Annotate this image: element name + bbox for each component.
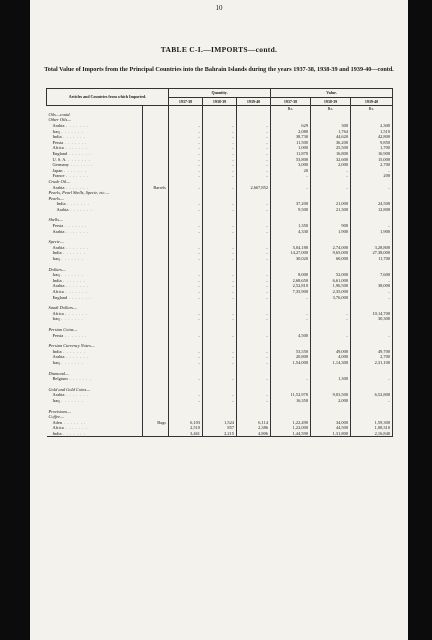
value-cell: 4,000 <box>311 354 351 360</box>
quantity-cell: .. <box>169 349 203 355</box>
quantity-cell: .. <box>237 311 271 317</box>
row-label: Coffee— <box>47 414 143 420</box>
quantity-cell: .. <box>203 360 237 366</box>
quantity-cell: .. <box>169 173 203 179</box>
value-cell: 1,54,000 <box>271 360 311 366</box>
value-cell: 1,31,800 <box>311 431 351 437</box>
row-label: India . . . <box>47 278 143 284</box>
row-label: Pearls— <box>47 196 143 202</box>
quantity-cell: .. <box>237 295 271 301</box>
quantity-cell: .. <box>203 316 237 322</box>
quantity-cell: .. <box>203 398 237 404</box>
header-year: 1939-40 <box>237 97 271 106</box>
quantity-cell: .. <box>203 295 237 301</box>
value-cell: 37,200 <box>271 201 311 207</box>
quantity-cell: .. <box>169 162 203 168</box>
value-cell: 53,550 <box>271 349 311 355</box>
quantity-cell: .. <box>203 145 237 151</box>
value-cell: 30,300 <box>351 316 393 322</box>
value-cell: 200 <box>351 173 393 179</box>
row-label: Arabia . . . <box>47 245 143 251</box>
row-label: England . . . <box>47 151 143 157</box>
value-cell: 1,700 <box>351 145 393 151</box>
value-cell: 4,330 <box>271 229 311 235</box>
quantity-cell: .. <box>169 134 203 140</box>
quantity-cell: .. <box>169 360 203 366</box>
quantity-cell: .. <box>237 145 271 151</box>
value-cell: .. <box>351 185 393 191</box>
quantity-cell: .. <box>203 392 237 398</box>
value-cell: 49,000 <box>311 349 351 355</box>
quantity-cell: .. <box>203 173 237 179</box>
quantity-cell: .. <box>237 245 271 251</box>
row-label: Specie— <box>47 239 143 245</box>
value-cell: 6,61,000 <box>311 278 351 284</box>
value-cell: 21,000 <box>311 201 351 207</box>
value-cell: 24,500 <box>351 201 393 207</box>
quantity-cell: .. <box>169 289 203 295</box>
value-cell: .. <box>351 278 393 284</box>
quantity-cell: .. <box>237 392 271 398</box>
value-cell: 15,000 <box>351 157 393 163</box>
row-label: Arabia . . . <box>47 123 143 129</box>
value-cell: 1,000 <box>271 145 311 151</box>
value-cell: 3,000 <box>271 162 311 168</box>
quantity-cell: .. <box>203 245 237 251</box>
value-cell: .. <box>351 223 393 229</box>
row-label: Gold and Gold Coins— <box>47 387 143 393</box>
value-cell: 9,65,000 <box>311 250 351 256</box>
quantity-cell: .. <box>203 168 237 174</box>
quantity-cell: .. <box>203 229 237 235</box>
row-label: Crude Oil— <box>47 179 143 185</box>
quantity-cell: .. <box>203 349 237 355</box>
quantity-cell: .. <box>169 140 203 146</box>
table-row <box>47 431 393 437</box>
value-cell: 44,500 <box>311 425 351 431</box>
value-cell: 10,14,700 <box>351 311 393 317</box>
row-label: Aden . . . <box>47 420 143 426</box>
value-cell: .. <box>351 333 393 339</box>
unit-cell: Barrels <box>143 185 169 191</box>
value-cell: 16,900 <box>351 151 393 157</box>
quantity-cell: .. <box>169 151 203 157</box>
quantity-cell: .. <box>169 376 203 382</box>
quantity-cell: .. <box>169 129 203 135</box>
quantity-cell: .. <box>203 201 237 207</box>
value-cell: .. <box>351 289 393 295</box>
value-cell: 2,080 <box>271 129 311 135</box>
quantity-cell: .. <box>237 376 271 382</box>
value-cell: .. <box>271 311 311 317</box>
value-cell: 60,000 <box>311 256 351 262</box>
quantity-cell: .. <box>203 289 237 295</box>
quantity-cell: .. <box>169 145 203 151</box>
value-cell: .. <box>311 168 351 174</box>
value-cell: 44,620 <box>311 134 351 140</box>
quantity-cell: .. <box>203 134 237 140</box>
row-label: India . . . <box>47 201 143 207</box>
quantity-cell: .. <box>237 201 271 207</box>
quantity-cell: .. <box>203 250 237 256</box>
row-label: Diamond— <box>47 371 143 377</box>
value-cell: 25,500 <box>311 145 351 151</box>
value-cell: 42,800 <box>351 134 393 140</box>
value-cell: 4,500 <box>271 333 311 339</box>
value-cell: .. <box>311 185 351 191</box>
value-cell: 1,44,590 <box>271 431 311 437</box>
row-label: Arabia . . . <box>47 392 143 398</box>
value-cell: 16,350 <box>271 398 311 404</box>
quantity-cell: 1,524 <box>203 420 237 426</box>
quantity-cell: .. <box>237 173 271 179</box>
value-cell: .. <box>311 333 351 339</box>
quantity-cell: .. <box>237 360 271 366</box>
quantity-cell: .. <box>169 398 203 404</box>
row-label: France . . . <box>47 173 143 179</box>
quantity-cell: .. <box>203 151 237 157</box>
value-cell: 6,52,800 <box>351 392 393 398</box>
quantity-cell: .. <box>203 129 237 135</box>
row-label: India . . . <box>47 349 143 355</box>
quantity-cell: .. <box>237 354 271 360</box>
value-cell: 1,900 <box>351 229 393 235</box>
quantity-cell: .. <box>169 311 203 317</box>
quantity-cell: .. <box>237 278 271 284</box>
imports-table <box>46 88 393 437</box>
row-label: Germany . . . <box>47 162 143 168</box>
quantity-cell: 2,667,852 <box>237 185 271 191</box>
quantity-cell: .. <box>237 151 271 157</box>
row-label: Iraq . . . <box>47 256 143 262</box>
value-cell: 14,27,000 <box>271 250 311 256</box>
row-label: Provisions— <box>47 409 143 415</box>
header-articles: Articles and Countries from which Imported. <box>47 89 169 106</box>
quantity-cell: .. <box>237 162 271 168</box>
quantity-cell: 6,114 <box>237 420 271 426</box>
value-cell: 30,020 <box>271 256 311 262</box>
value-cell: 9,03,500 <box>311 392 351 398</box>
quantity-cell: .. <box>237 207 271 213</box>
unit-label: Rs. <box>271 106 311 112</box>
value-cell: 21,300 <box>311 207 351 213</box>
value-cell: 9,500 <box>271 207 311 213</box>
quantity-cell: .. <box>203 157 237 163</box>
quantity-cell: .. <box>237 123 271 129</box>
quantity-cell: .. <box>237 316 271 322</box>
quantity-cell: .. <box>203 207 237 213</box>
row-label: Iraq . . . <box>47 360 143 366</box>
quantity-cell: .. <box>169 283 203 289</box>
value-cell: 27,38,000 <box>351 250 393 256</box>
value-cell: 1,59,300 <box>351 420 393 426</box>
quantity-cell: .. <box>169 392 203 398</box>
quantity-cell: .. <box>237 398 271 404</box>
header-year: 1938-39 <box>311 97 351 106</box>
value-cell: 2,74,000 <box>311 245 351 251</box>
value-cell: 2,52,810 <box>271 283 311 289</box>
quantity-cell: .. <box>169 223 203 229</box>
value-cell: .. <box>271 295 311 301</box>
row-label: India . . . <box>47 134 143 140</box>
unit-label: Rs. <box>311 106 351 112</box>
value-cell: .. <box>271 316 311 322</box>
quantity-cell: .. <box>237 129 271 135</box>
quantity-cell: .. <box>169 295 203 301</box>
value-cell: 5,04,180 <box>271 245 311 251</box>
row-label: England . . . <box>47 295 143 301</box>
row-label: India . . . <box>47 431 143 437</box>
value-cell: 1,350 <box>271 223 311 229</box>
value-cell: 2,35,000 <box>311 289 351 295</box>
quantity-cell: 857 <box>203 425 237 431</box>
quantity-cell: .. <box>203 123 237 129</box>
row-label: Arabia . . . <box>47 207 143 213</box>
value-cell: 11,52,970 <box>271 392 311 398</box>
row-label: Iraq . . . <box>47 272 143 278</box>
value-cell: 1,08,310 <box>351 425 393 431</box>
value-cell: 38,730 <box>271 134 311 140</box>
quantity-cell: .. <box>169 168 203 174</box>
value-cell: 2,700 <box>351 354 393 360</box>
value-cell: 629 <box>271 123 311 129</box>
row-label: Iraq . . . <box>47 129 143 135</box>
value-cell: 2,31,100 <box>351 360 393 366</box>
quantity-cell: .. <box>237 283 271 289</box>
header-value: Value. <box>271 89 393 98</box>
quantity-cell: 4,806 <box>237 431 271 437</box>
quantity-cell: .. <box>169 250 203 256</box>
row-label: Belgium . . . <box>47 376 143 382</box>
value-cell: 2,000 <box>311 398 351 404</box>
value-cell: 36,200 <box>311 140 351 146</box>
quantity-cell: 6,103 <box>169 420 203 426</box>
value-cell: 7,600 <box>351 272 393 278</box>
value-cell: 2,300 <box>351 123 393 129</box>
quantity-cell: .. <box>203 185 237 191</box>
row-label: Persia . . . <box>47 223 143 229</box>
quantity-cell: .. <box>169 123 203 129</box>
quantity-cell: .. <box>169 316 203 322</box>
row-label: Persia . . . <box>47 333 143 339</box>
quantity-cell: .. <box>237 168 271 174</box>
unit-cell <box>143 431 169 437</box>
row-label: Iraq . . . <box>47 316 143 322</box>
quantity-cell: .. <box>237 289 271 295</box>
quantity-cell: .. <box>169 354 203 360</box>
value-cell: .. <box>311 316 351 322</box>
value-cell: 1,22,490 <box>271 420 311 426</box>
header-year: 1937-38 <box>169 97 203 106</box>
quantity-cell: .. <box>237 250 271 256</box>
header-quantity: Quantity. <box>169 89 271 98</box>
table-subtitle: Total Value of Imports from the Principal Countries into the Bahrain Islands during the years 1937-38, 1938-39 and 1939-40—contd. <box>44 66 394 73</box>
value-cell: 1,510 <box>351 129 393 135</box>
row-label: Pearls, Pearl Shells, Specie, etc.— <box>47 190 143 196</box>
quantity-cell: .. <box>237 333 271 339</box>
value-cell: 52,000 <box>311 272 351 278</box>
quantity-cell: .. <box>203 283 237 289</box>
header-year: 1938-39 <box>203 97 237 106</box>
row-label: Shells— <box>47 217 143 223</box>
row-label: Other Oils— <box>47 117 143 123</box>
row-label: Saudi Dollars— <box>47 305 143 311</box>
value-cell: 11,500 <box>271 140 311 146</box>
row-label: Arabia . . . <box>47 354 143 360</box>
value-cell: 1,14,300 <box>311 360 351 366</box>
header-year: 1939-40 <box>351 97 393 106</box>
unit-cell: Bags <box>143 420 169 426</box>
value-cell: 1,22,000 <box>271 425 311 431</box>
row-label: Africa . . . <box>47 145 143 151</box>
row-label: Persian Currency Notes— <box>47 343 143 349</box>
value-cell: .. <box>271 173 311 179</box>
quantity-cell: .. <box>237 256 271 262</box>
quantity-cell: .. <box>203 223 237 229</box>
quantity-cell: .. <box>237 140 271 146</box>
quantity-cell: .. <box>203 162 237 168</box>
value-cell: 20 <box>271 168 311 174</box>
table-body <box>47 106 393 437</box>
value-cell: .. <box>311 173 351 179</box>
row-label: India . . . <box>47 250 143 256</box>
value-cell: 20,800 <box>271 354 311 360</box>
quantity-cell: .. <box>237 229 271 235</box>
value-cell: 9,850 <box>351 140 393 146</box>
quantity-cell: .. <box>169 185 203 191</box>
quantity-cell: .. <box>169 229 203 235</box>
value-cell: 32,600 <box>311 157 351 163</box>
value-cell: 900 <box>311 223 351 229</box>
value-cell: 2,16,840 <box>351 431 393 437</box>
value-cell: 34,000 <box>311 420 351 426</box>
value-cell: .. <box>351 168 393 174</box>
value-cell: 49,700 <box>351 349 393 355</box>
row-label: Persia . . . <box>47 140 143 146</box>
quantity-cell: .. <box>169 157 203 163</box>
row-label: Arabia . . . <box>47 283 143 289</box>
quantity-cell: .. <box>203 333 237 339</box>
value-cell: .. <box>351 295 393 301</box>
quantity-cell: 2,510 <box>169 425 203 431</box>
value-cell: 38,000 <box>351 283 393 289</box>
header-year: 1937-38 <box>271 97 311 106</box>
value-cell: .. <box>271 376 311 382</box>
row-label: Dollars— <box>47 267 143 273</box>
value-cell: 11,700 <box>351 256 393 262</box>
page-number: 10 <box>215 4 223 12</box>
value-cell: 1,900 <box>311 229 351 235</box>
value-cell: .. <box>271 185 311 191</box>
value-cell: 2,000 <box>311 162 351 168</box>
quantity-cell: .. <box>203 256 237 262</box>
row-label: Arabia . . . <box>47 185 143 191</box>
row-label: Japan . . . <box>47 168 143 174</box>
quantity-cell: .. <box>169 333 203 339</box>
value-cell: 1,300 <box>311 376 351 382</box>
quantity-cell: .. <box>169 207 203 213</box>
value-cell: 1,96,500 <box>311 283 351 289</box>
value-cell: 16,800 <box>311 151 351 157</box>
quantity-cell: .. <box>237 223 271 229</box>
value-cell: 2,68,650 <box>271 278 311 284</box>
quantity-cell: .. <box>237 134 271 140</box>
quantity-cell: .. <box>203 311 237 317</box>
quantity-cell: 3,461 <box>169 431 203 437</box>
value-cell: 12,800 <box>351 207 393 213</box>
value-cell: 8,000 <box>271 272 311 278</box>
value-cell: 1,764 <box>311 129 351 135</box>
quantity-cell: .. <box>237 272 271 278</box>
row-label: U. S. A. . . . <box>47 157 143 163</box>
table-title: TABLE C-I.—IMPORTS—contd. <box>160 45 278 54</box>
row-label: Iraq . . . <box>47 398 143 404</box>
quantity-cell: .. <box>169 256 203 262</box>
quantity-cell: .. <box>169 201 203 207</box>
row-label: Oils—contd. <box>47 112 143 118</box>
quantity-cell: .. <box>203 376 237 382</box>
document-page <box>30 0 408 640</box>
value-cell: 7,35,900 <box>271 289 311 295</box>
row-label: Persian Coins— <box>47 327 143 333</box>
row-label: Arabia . . . <box>47 229 143 235</box>
row-label: Africa . . . <box>47 311 143 317</box>
quantity-cell: .. <box>203 272 237 278</box>
quantity-cell: .. <box>203 278 237 284</box>
row-label: Africa . . . <box>47 425 143 431</box>
quantity-cell: .. <box>237 349 271 355</box>
quantity-cell: .. <box>169 245 203 251</box>
value-cell: .. <box>351 398 393 404</box>
quantity-cell: 2,215 <box>203 431 237 437</box>
value-cell: 11,870 <box>271 151 311 157</box>
quantity-cell: .. <box>203 354 237 360</box>
quantity-cell: .. <box>169 278 203 284</box>
value-cell: .. <box>351 376 393 382</box>
row-label: Africa . . . <box>47 289 143 295</box>
quantity-cell: .. <box>169 272 203 278</box>
value-cell: 3,28,800 <box>351 245 393 251</box>
quantity-cell: .. <box>203 140 237 146</box>
value-cell: 300 <box>311 123 351 129</box>
unit-label: Rs. <box>351 106 393 112</box>
quantity-cell: 2,386 <box>237 425 271 431</box>
value-cell: 53,800 <box>271 157 311 163</box>
value-cell: 3,76,000 <box>311 295 351 301</box>
value-cell: .. <box>311 311 351 317</box>
value-cell: 2,700 <box>351 162 393 168</box>
quantity-cell: .. <box>237 157 271 163</box>
